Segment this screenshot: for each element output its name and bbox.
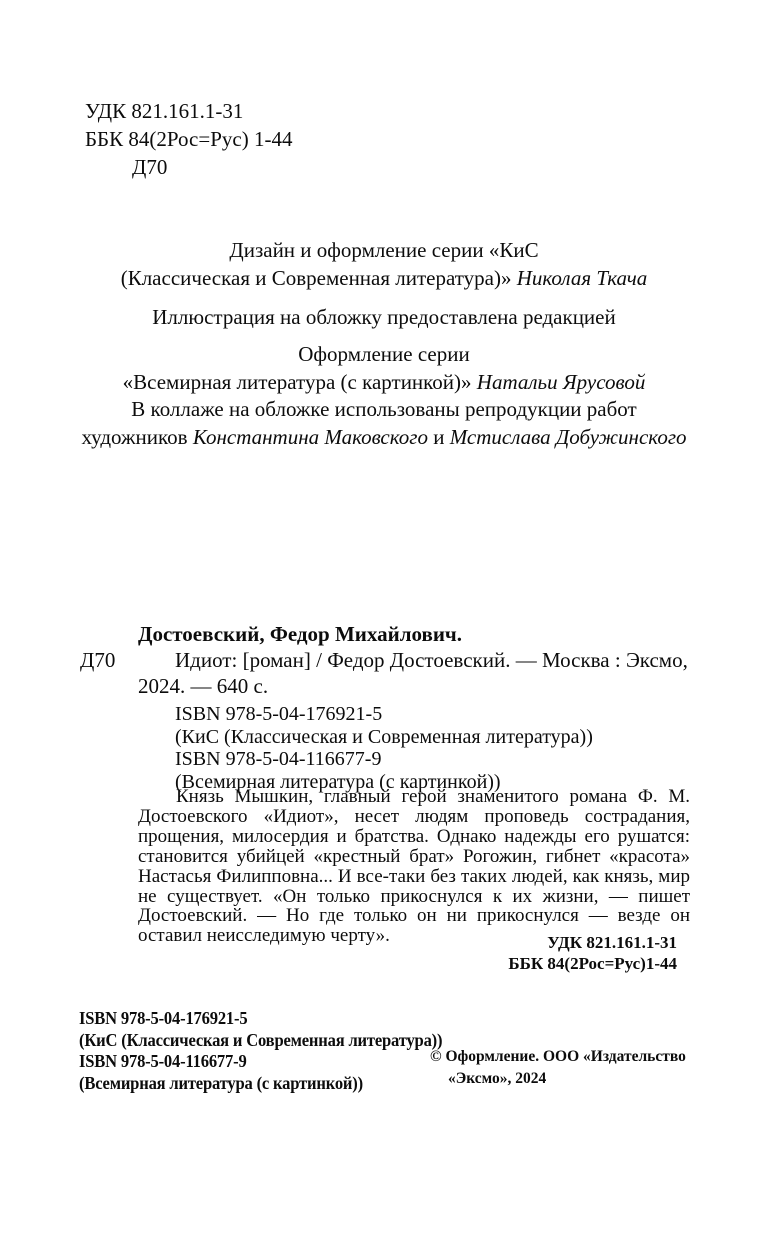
collage-artist-2: Мстислава Добужинского (449, 425, 687, 449)
catalog-title-line2: 2024. — 640 с. (138, 674, 269, 698)
catalog-title-row (80, 647, 698, 673)
series-design-credit-text: (Классическая и Современная литература)» (120, 266, 517, 290)
isbn-line: ISBN 978-5-04-176921-5 (175, 703, 383, 725)
annotation-paragraph: Князь Мышкин, главный герой знаменитого романа Ф. М. Достоевского «Идиот», несет людям проповедь сострадания, прощения, милосердия и братства. Однако надежды его рушатся: становится убийцей «крестный брат» Рогожин, гибнет «красота» Настасья Филипповна... И все-таки без таких людей, как князь, мир не существует. «Он только прикоснулся к их жизни, — пишет Достоевский. — Но где только он ни прикоснулся — везде он оставил неисследимую черту». (138, 786, 690, 947)
footer-isbn-series-line: (Всемирная литература (с картинкой)) (79, 1072, 363, 1093)
series-design-credit (0, 236, 768, 292)
series-design-credit-line2 (0, 264, 768, 292)
copyright-line1: © Оформление. ООО «Издательство (430, 1048, 686, 1065)
isbn-block (175, 703, 593, 793)
catalog-entry (80, 621, 698, 699)
catalog-author-code: Д70 (80, 648, 116, 672)
series-decoration-credit-line2 (0, 368, 768, 396)
footer-isbn-block (79, 1008, 442, 1094)
cover-illustration-credit: Иллюстрация на обложку предоставлена редакцией (152, 305, 616, 329)
series-decoration-credit (0, 340, 768, 396)
udk-code-bold: УДК 821.161.1-31 (547, 933, 677, 952)
bbk-code: ББК 84(2Рос=Рус) 1-44 (85, 127, 293, 151)
catalog-author: Достоевский, Федор Михайлович. (138, 622, 463, 646)
copyright-line2: «Эксмо», 2024 (448, 1070, 547, 1087)
top-classification-codes (85, 97, 292, 181)
collage-credit-line1: В коллаже на обложке использованы репродукции работ (131, 397, 637, 421)
collage-artist-1: Константина Маковского (192, 425, 428, 449)
series-decoration-credit-line1: Оформление серии (298, 342, 470, 366)
series-decoration-credit-text: «Всемирная литература (с картинкой)» (122, 370, 477, 394)
collage-credit (0, 395, 768, 451)
footer-isbn-line: ISBN 978-5-04-176921-5 (79, 1008, 248, 1028)
footer-isbn-series-line: (КиС (Классическая и Современная литература)) (79, 1029, 443, 1050)
collage-credit-prefix: художников (81, 425, 193, 449)
collage-credit-and: и (427, 425, 450, 449)
series-design-credit-line1: Дизайн и оформление серии «КиС (229, 238, 539, 262)
isbn-line: ISBN 978-5-04-116677-9 (175, 748, 382, 770)
classification-codes-right (508, 932, 677, 974)
udk-code: УДК 821.161.1-31 (85, 99, 244, 123)
series-designer-name: Николая Ткача (516, 266, 648, 290)
collage-credit-line2 (0, 423, 768, 451)
bbk-code-bold: ББК 84(2Рос=Рус)1-44 (508, 954, 677, 973)
copyright-notice (430, 1046, 686, 1090)
footer-isbn-line: ISBN 978-5-04-116677-9 (79, 1051, 247, 1071)
author-sign-code: Д70 (132, 155, 168, 179)
catalog-title-line1: Идиот: [роман] / Федор Достоевский. — Москва : Эксмо, (175, 648, 688, 672)
isbn-series-line: (КиС (Классическая и Современная литература)) (175, 725, 593, 748)
isbn-series-line: (Всемирная литература (с картинкой)) (175, 770, 501, 793)
series-decorator-name: Натальи Ярусовой (476, 370, 646, 394)
